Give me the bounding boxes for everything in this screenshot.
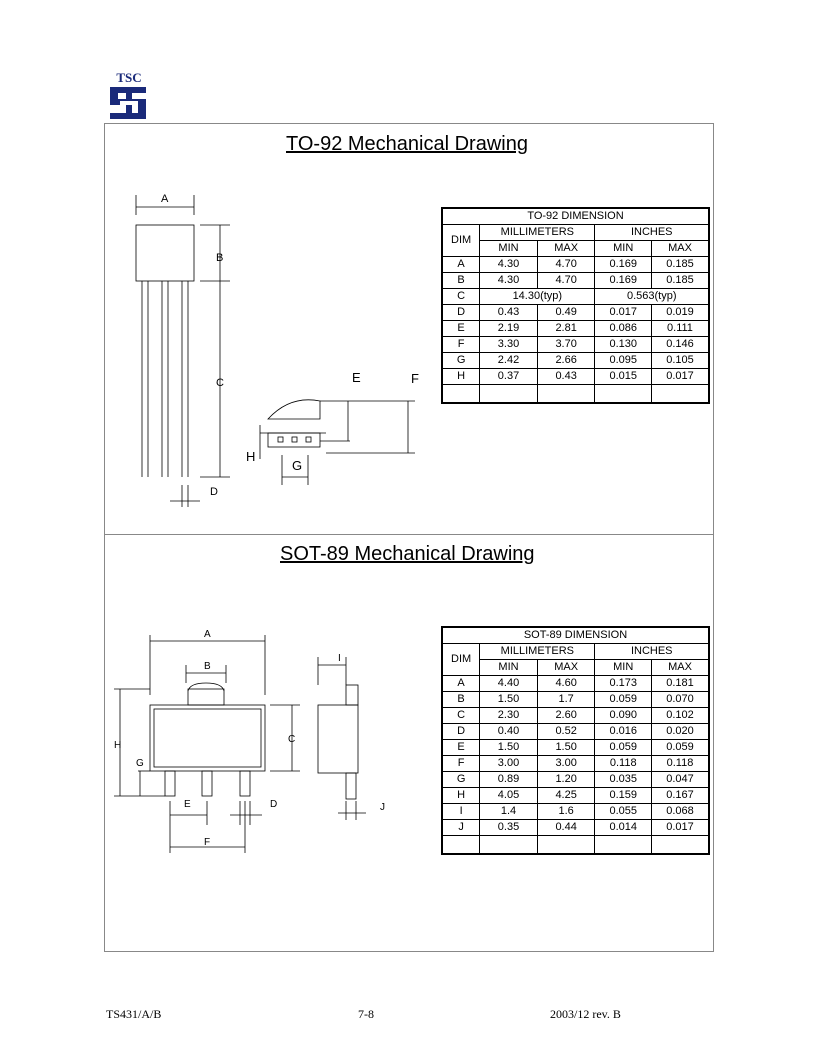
sot89-label-d: D — [270, 799, 278, 810]
value-cell: 0.49 — [537, 305, 595, 321]
table-row — [442, 772, 709, 788]
sot89-in-min-header: MIN — [595, 660, 652, 676]
to92-label-b: B — [216, 252, 224, 264]
value-cell: 0.35 — [480, 820, 538, 836]
dim-cell: A — [442, 257, 480, 273]
to92-label-h: H — [246, 449, 256, 464]
value-cell: 0.068 — [651, 804, 709, 820]
value-cell: 0.017 — [651, 369, 709, 385]
dim-cell: D — [442, 305, 480, 321]
sot89-drawing — [110, 625, 400, 860]
value-cell: 0.105 — [651, 353, 709, 369]
to92-mm-header: MILLIMETERS — [480, 225, 595, 241]
logo-text: TSC — [116, 70, 142, 85]
value-cell: 0.146 — [651, 337, 709, 353]
table-row — [442, 788, 709, 804]
to92-mm-max-header: MAX — [537, 241, 595, 257]
value-cell: 0.185 — [651, 257, 709, 273]
sot89-label-f: F — [204, 837, 211, 848]
to92-label-d: D — [210, 486, 218, 498]
table-row — [442, 708, 709, 724]
table-row — [442, 305, 709, 321]
to92-dim-header: DIM — [442, 225, 480, 257]
to92-drawing — [130, 185, 430, 520]
value-cell: 0.40 — [480, 724, 538, 740]
value-cell: 0.014 — [595, 820, 652, 836]
value-cell: 3.70 — [537, 337, 595, 353]
value-cell: 2.66 — [537, 353, 595, 369]
value-cell: 0.086 — [595, 321, 652, 337]
sot89-dim-header: DIM — [442, 644, 480, 676]
value-cell: 2.81 — [537, 321, 595, 337]
sot89-label-g: G — [136, 758, 144, 769]
table-blank-row — [442, 836, 709, 855]
value-cell: 0.37 — [480, 369, 538, 385]
value-cell: 0.020 — [651, 724, 709, 740]
value-cell: 0.563(typ) — [595, 289, 709, 305]
dim-cell: G — [442, 772, 480, 788]
table-row — [442, 273, 709, 289]
value-cell: 3.00 — [480, 756, 538, 772]
to92-label-f: F — [411, 371, 419, 386]
to92-table-caption: TO-92 DIMENSION — [442, 208, 709, 225]
value-cell: 4.25 — [537, 788, 595, 804]
table-row — [442, 692, 709, 708]
value-cell: 2.19 — [480, 321, 538, 337]
value-cell: 0.019 — [651, 305, 709, 321]
value-cell: 0.055 — [595, 804, 652, 820]
table-row — [442, 321, 709, 337]
value-cell: 2.42 — [480, 353, 538, 369]
value-cell: 0.169 — [595, 257, 652, 273]
to92-label-a: A — [161, 193, 169, 205]
value-cell: 2.60 — [537, 708, 595, 724]
table-row — [442, 740, 709, 756]
sot89-dimension-table — [441, 626, 710, 855]
dim-cell: B — [442, 692, 480, 708]
value-cell: 1.20 — [537, 772, 595, 788]
to92-in-max-header: MAX — [651, 241, 709, 257]
value-cell: 0.015 — [595, 369, 652, 385]
value-cell: 0.169 — [595, 273, 652, 289]
value-cell: 0.016 — [595, 724, 652, 740]
table-row — [442, 820, 709, 836]
value-cell: 3.30 — [480, 337, 538, 353]
sot89-label-c: C — [288, 734, 296, 745]
value-cell: 0.130 — [595, 337, 652, 353]
section-divider — [104, 534, 713, 535]
value-cell: 0.102 — [651, 708, 709, 724]
sot89-label-j: J — [380, 802, 385, 813]
table-row — [442, 676, 709, 692]
table-row — [442, 353, 709, 369]
value-cell: 1.7 — [537, 692, 595, 708]
value-cell: 1.4 — [480, 804, 538, 820]
value-cell: 4.60 — [537, 676, 595, 692]
sot89-mm-max-header: MAX — [537, 660, 595, 676]
sot89-label-i: I — [338, 653, 341, 664]
sot89-in-header: INCHES — [595, 644, 709, 660]
dim-cell: E — [442, 321, 480, 337]
value-cell: 0.173 — [595, 676, 652, 692]
value-cell: 0.185 — [651, 273, 709, 289]
dim-cell: J — [442, 820, 480, 836]
table-row — [442, 369, 709, 385]
value-cell: 0.035 — [595, 772, 652, 788]
dim-cell: A — [442, 676, 480, 692]
sot89-label-a: A — [204, 629, 211, 640]
table-row — [442, 724, 709, 740]
value-cell: 2.30 — [480, 708, 538, 724]
value-cell: 4.05 — [480, 788, 538, 804]
value-cell: 0.017 — [651, 820, 709, 836]
value-cell: 4.30 — [480, 273, 538, 289]
to92-label-e: E — [352, 370, 361, 385]
table-row — [442, 804, 709, 820]
dim-cell: H — [442, 788, 480, 804]
dim-cell: C — [442, 289, 480, 305]
dim-cell: H — [442, 369, 480, 385]
sot89-mm-min-header: MIN — [480, 660, 538, 676]
table-row — [442, 756, 709, 772]
to92-dimension-table — [441, 207, 710, 404]
footer-page-number: 7-8 — [358, 1007, 374, 1021]
dim-cell: F — [442, 337, 480, 353]
dim-cell: F — [442, 756, 480, 772]
value-cell: 1.6 — [537, 804, 595, 820]
table-blank-row — [442, 385, 709, 404]
logo-mark-icon — [106, 85, 152, 121]
value-cell: 4.40 — [480, 676, 538, 692]
sot89-in-max-header: MAX — [651, 660, 709, 676]
value-cell: 0.181 — [651, 676, 709, 692]
value-cell: 0.059 — [595, 740, 652, 756]
value-cell: 1.50 — [480, 692, 538, 708]
dim-cell: C — [442, 708, 480, 724]
sot89-label-b: B — [204, 661, 211, 672]
value-cell: 4.30 — [480, 257, 538, 273]
sot89-title: SOT-89 Mechanical Drawing — [280, 543, 535, 565]
sot89-table-caption: SOT-89 DIMENSION — [442, 627, 709, 644]
to92-in-header: INCHES — [595, 225, 709, 241]
value-cell: 0.118 — [595, 756, 652, 772]
to92-in-min-header: MIN — [595, 241, 652, 257]
to92-title: TO-92 Mechanical Drawing — [286, 133, 528, 155]
value-cell: 4.70 — [537, 273, 595, 289]
value-cell: 0.047 — [651, 772, 709, 788]
dim-cell: B — [442, 273, 480, 289]
value-cell: 0.44 — [537, 820, 595, 836]
dim-cell: G — [442, 353, 480, 369]
value-cell: 0.059 — [595, 692, 652, 708]
dim-cell: I — [442, 804, 480, 820]
table-row — [442, 337, 709, 353]
value-cell: 1.50 — [537, 740, 595, 756]
value-cell: 0.89 — [480, 772, 538, 788]
footer-revision: 2003/12 rev. B — [550, 1007, 621, 1021]
dim-cell: E — [442, 740, 480, 756]
sot89-mm-header: MILLIMETERS — [480, 644, 595, 660]
value-cell: 14.30(typ) — [480, 289, 595, 305]
dim-cell: D — [442, 724, 480, 740]
value-cell: 0.43 — [480, 305, 538, 321]
value-cell: 0.090 — [595, 708, 652, 724]
value-cell: 3.00 — [537, 756, 595, 772]
to92-label-g: G — [292, 458, 303, 473]
value-cell: 0.43 — [537, 369, 595, 385]
tsc-logo — [106, 72, 152, 122]
sot89-label-e: E — [184, 799, 191, 810]
value-cell: 0.070 — [651, 692, 709, 708]
value-cell: 0.52 — [537, 724, 595, 740]
table-row — [442, 289, 709, 305]
value-cell: 0.159 — [595, 788, 652, 804]
sot89-label-h: H — [114, 740, 122, 751]
value-cell: 0.167 — [651, 788, 709, 804]
value-cell: 4.70 — [537, 257, 595, 273]
value-cell: 0.059 — [651, 740, 709, 756]
value-cell: 1.50 — [480, 740, 538, 756]
table-row — [442, 257, 709, 273]
value-cell: 0.017 — [595, 305, 652, 321]
to92-label-c: C — [216, 377, 224, 389]
value-cell: 0.118 — [651, 756, 709, 772]
footer-part-number: TS431/A/B — [106, 1007, 162, 1021]
to92-mm-min-header: MIN — [480, 241, 538, 257]
value-cell: 0.111 — [651, 321, 709, 337]
value-cell: 0.095 — [595, 353, 652, 369]
